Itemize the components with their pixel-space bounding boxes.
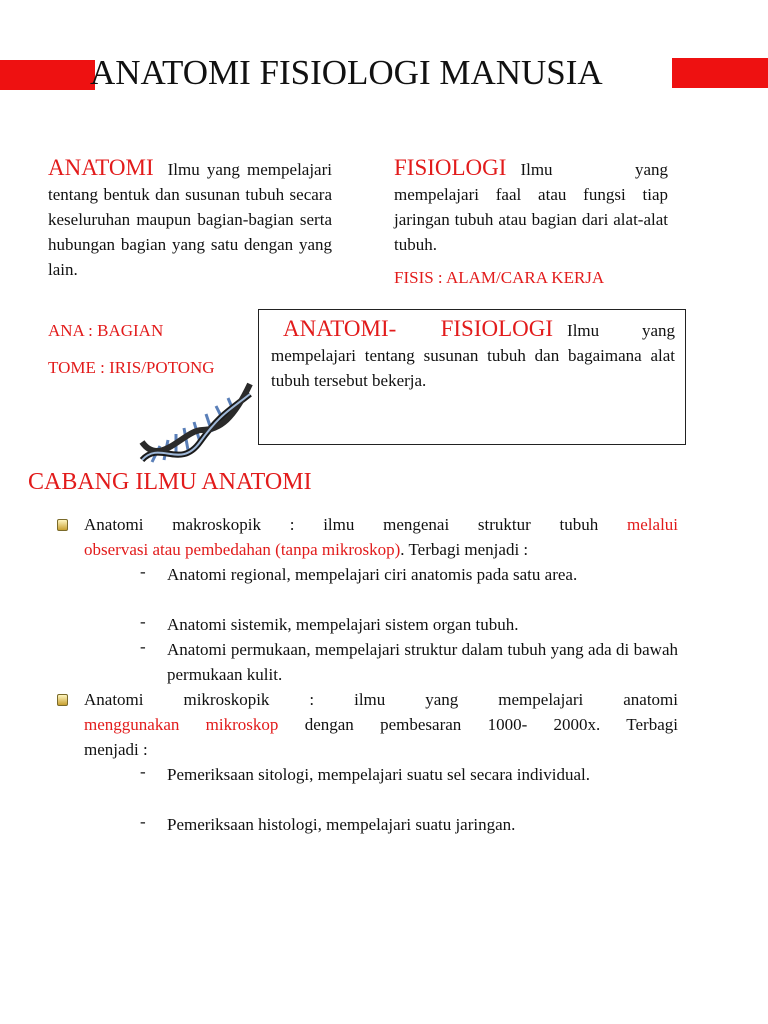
dash-marker: -: [140, 762, 146, 781]
anatomi-definition: [48, 155, 332, 282]
anatomi-text: Ilmu yang mempelajari tentang bentuk dan susunan tubuh secara keseluruhan maupun bagian-bagian serta hubungan bagian yang satu dengan yang lain.: [48, 160, 332, 279]
mikro-sub-1: Pemeriksaan sitologi, mempelajari suatu sel secara individual.: [167, 765, 590, 784]
makro-line1-red: melalui: [627, 515, 679, 534]
page-title: ANATOMI FISIOLOGI MANUSIA: [90, 53, 603, 92]
mikro-line2-text: dengan pembesaran 1000- 2000x. Terbagi: [278, 715, 678, 734]
dna-helix-icon: [130, 380, 260, 475]
anatomi-heading: ANATOMI: [48, 155, 154, 180]
mikro-line2: [84, 712, 678, 737]
dash-marker: -: [140, 612, 146, 631]
dash-marker: -: [140, 637, 146, 656]
makro-line2-text: . Terbagi menjadi :: [400, 540, 529, 559]
bullet-icon: [57, 694, 68, 706]
anatomi-fisiologi-definition: [271, 316, 675, 393]
fisiologi-text: Ilmu yang mempelajari faal atau fungsi tiap jaringan tubuh atau bagian dari alat-alat tubuh.: [394, 160, 668, 254]
makro-line1-text: Anatomi makroskopik : ilmu mengenai struktur tubuh: [84, 515, 599, 534]
mikro-line2-red: menggunakan mikroskop: [84, 715, 279, 734]
title-bar-left: [0, 60, 95, 90]
makro-line2: [84, 537, 678, 562]
makro-sub-3: Anatomi permukaan, mempelajari struktur dalam tubuh yang ada di bawah permukaan kulit.: [167, 640, 678, 684]
anatomi-tome: TOME : IRIS/POTONG: [48, 358, 215, 377]
makro-line1: [84, 512, 678, 537]
dash-marker: -: [140, 812, 146, 831]
title-bar-right: [672, 58, 768, 88]
makro-sub-2: Anatomi sistemik, mempelajari sistem organ tubuh.: [167, 615, 519, 634]
makro-sub-1: Anatomi regional, mempelajari ciri anatomis pada satu area.: [167, 565, 578, 584]
fisiologi-heading: FISIOLOGI: [394, 155, 507, 180]
fisiologi-definition: [394, 155, 668, 257]
anatomi-ana: ANA : BAGIAN: [48, 321, 164, 340]
makro-line2-red: observasi atau pembedahan (tanpa mikroskop): [84, 540, 401, 559]
anatomi-fisiologi-box: [258, 309, 686, 445]
anatomi-fisiologi-text: Ilmu yang mempelajari tentang susunan tubuh dan bagaimana alat tubuh tersebut bekerja.: [271, 321, 676, 390]
mikro-line1: Anatomi mikroskopik : ilmu yang mempelajari anatomi: [84, 690, 678, 709]
dash-marker: -: [140, 562, 146, 581]
anatomi-fisiologi-heading: ANATOMI- FISIOLOGI: [283, 316, 554, 341]
fisiologi-fisis: FISIS : ALAM/CARA KERJA: [394, 268, 605, 287]
mikro-line3: menjadi :: [84, 740, 148, 759]
cabang-heading: CABANG ILMU ANATOMI: [28, 469, 312, 495]
bullet-icon: [57, 519, 68, 531]
mikro-sub-2: Pemeriksaan histologi, mempelajari suatu jaringan.: [167, 815, 516, 834]
